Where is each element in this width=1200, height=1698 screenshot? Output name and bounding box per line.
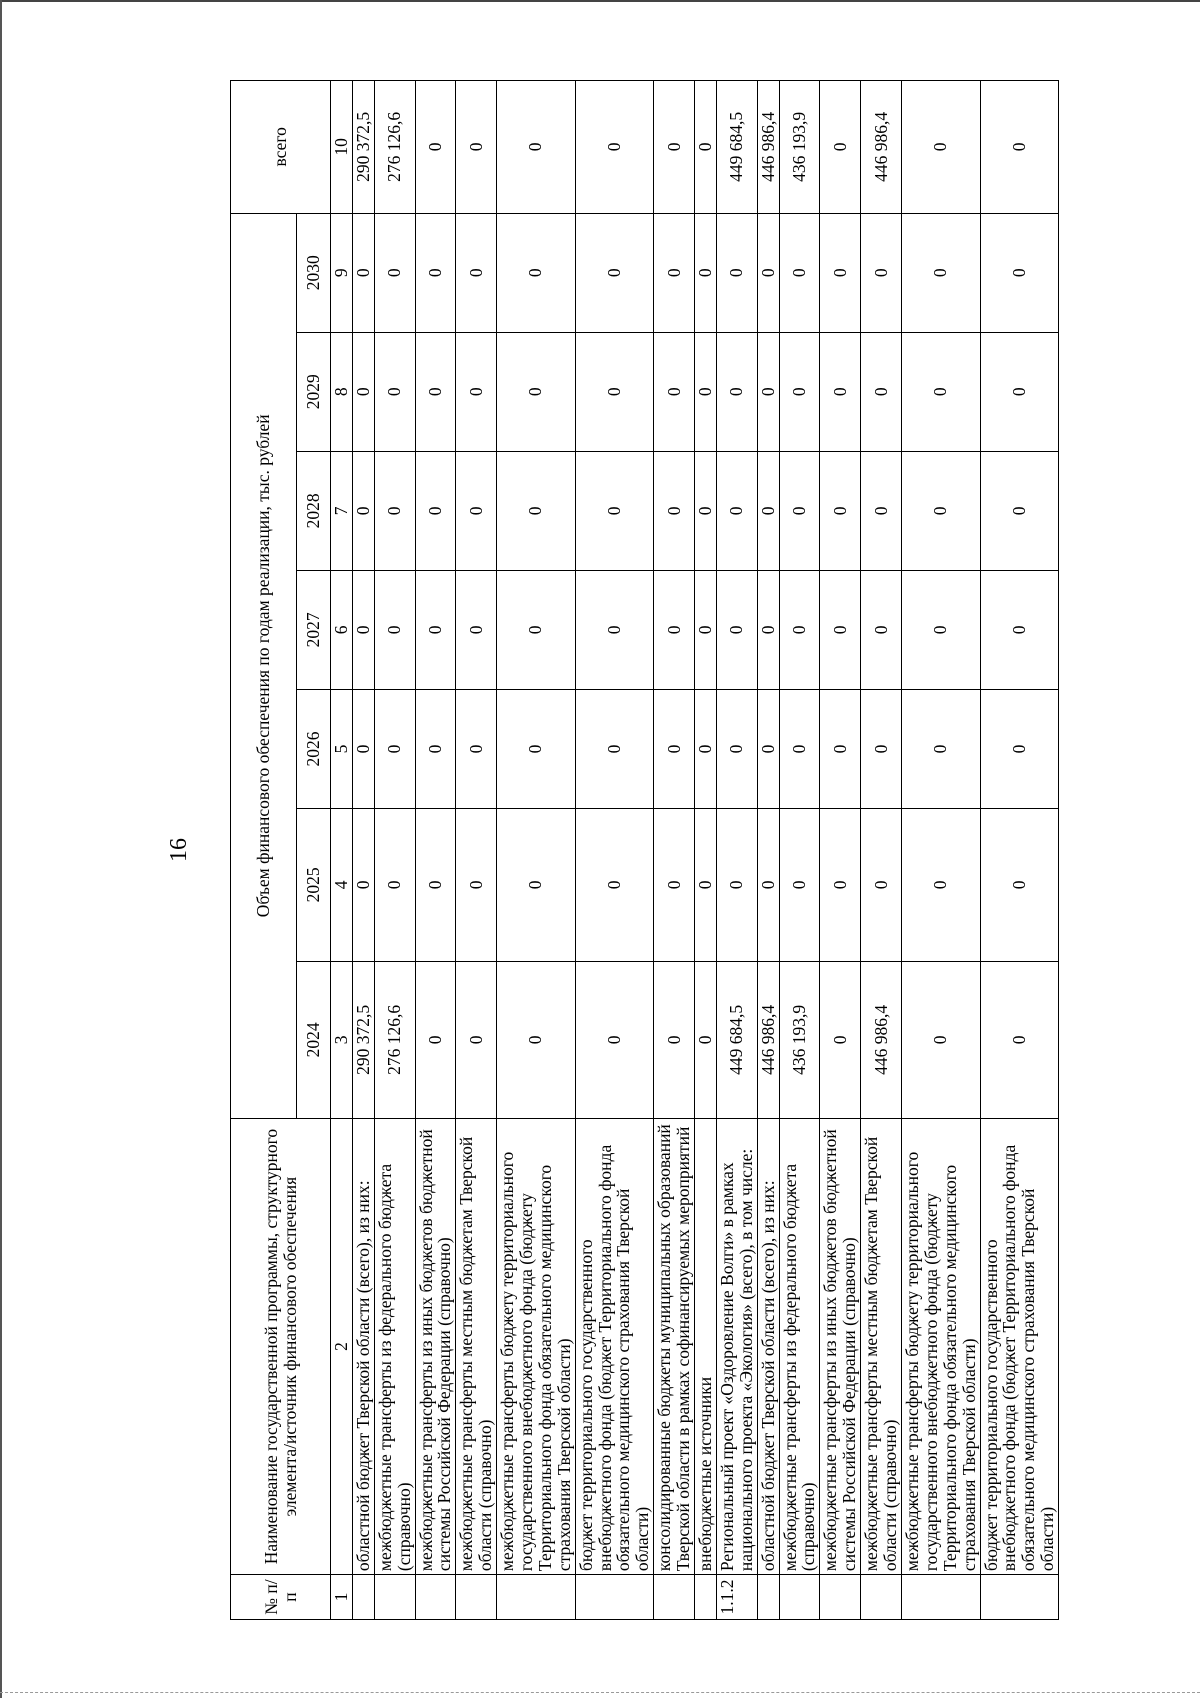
column-index-cell: 9: [331, 213, 353, 332]
row-value: 0: [695, 689, 717, 808]
row-value: 0: [779, 689, 820, 808]
row-value: 0: [716, 332, 757, 451]
row-value: 0: [779, 451, 820, 570]
row-value: 0: [861, 689, 902, 808]
header-name: Наименование государственной программы, структурного элемента/источник финансового обеспечения: [231, 1119, 331, 1575]
row-number: [456, 1575, 497, 1620]
header-total: всего: [231, 81, 331, 214]
row-value: 0: [497, 213, 576, 332]
row-value: 0: [415, 570, 456, 689]
row-total: 0: [575, 81, 654, 214]
table-row: [757, 81, 779, 1620]
row-value: 436 193,9: [779, 961, 820, 1118]
row-value: 0: [901, 332, 980, 451]
row-value: 0: [695, 332, 717, 451]
row-value: 0: [352, 689, 374, 808]
table-row: [980, 81, 1059, 1620]
row-total: 0: [695, 81, 717, 214]
row-number: [980, 1575, 1059, 1620]
row-value: 0: [820, 451, 861, 570]
row-total: 276 126,6: [374, 81, 415, 214]
row-value: 0: [575, 809, 654, 962]
row-value: 0: [352, 332, 374, 451]
column-index-row: [331, 81, 353, 1620]
row-value: 0: [497, 961, 576, 1118]
row-name: межбюджетные трансферты из иных бюджетов бюджетной системы Российской Федерации (справочно): [415, 1119, 456, 1575]
row-value: 0: [374, 809, 415, 962]
row-value: 0: [779, 332, 820, 451]
row-value: 446 986,4: [757, 961, 779, 1118]
row-value: 276 126,6: [374, 961, 415, 1118]
row-value: 0: [415, 809, 456, 962]
scan-edge-bottom: [0, 1692, 1200, 1694]
row-value: 0: [575, 213, 654, 332]
row-value: 0: [861, 570, 902, 689]
row-total: 0: [820, 81, 861, 214]
table-row: [575, 81, 654, 1620]
row-value: 0: [575, 332, 654, 451]
table-row: [456, 81, 497, 1620]
row-value: 0: [861, 451, 902, 570]
row-value: 0: [456, 689, 497, 808]
row-total: 0: [980, 81, 1059, 214]
row-value: 0: [654, 570, 695, 689]
row-value: 0: [415, 451, 456, 570]
row-value: 0: [901, 451, 980, 570]
row-total: 0: [497, 81, 576, 214]
row-value: 0: [575, 451, 654, 570]
column-index-cell: 7: [331, 451, 353, 570]
row-value: 0: [456, 332, 497, 451]
row-number: 1.1.2: [716, 1575, 757, 1620]
column-index-cell: 1: [331, 1575, 353, 1620]
row-value: 0: [820, 570, 861, 689]
row-number: [415, 1575, 456, 1620]
header-number: № п/п: [231, 1575, 331, 1620]
row-number: [820, 1575, 861, 1620]
row-value: 290 372,5: [352, 961, 374, 1118]
table-row: [415, 81, 456, 1620]
row-value: 446 986,4: [861, 961, 902, 1118]
row-number: [861, 1575, 902, 1620]
row-value: 0: [980, 451, 1059, 570]
row-value: 0: [716, 213, 757, 332]
row-number: [757, 1575, 779, 1620]
row-name: областной бюджет Тверской области (всего), из них:: [757, 1119, 779, 1575]
row-value: 0: [352, 451, 374, 570]
column-index-cell: 2: [331, 1119, 353, 1575]
row-number: [352, 1575, 374, 1620]
row-name: межбюджетные трансферты местным бюджетам Тверской области (справочно): [861, 1119, 902, 1575]
row-total: 446 986,4: [757, 81, 779, 214]
header-financing-group: Объем финансового обеспечения по годам реализации, тыс. рублей: [231, 213, 297, 1118]
row-value: 0: [980, 961, 1059, 1118]
rotated-page: [160, 50, 1140, 1620]
row-value: 0: [980, 332, 1059, 451]
row-value: 0: [352, 809, 374, 962]
row-value: 0: [779, 213, 820, 332]
row-total: 0: [901, 81, 980, 214]
row-value: 0: [757, 809, 779, 962]
column-index-cell: 4: [331, 809, 353, 962]
row-value: 0: [374, 332, 415, 451]
row-value: 0: [415, 961, 456, 1118]
header-year: 2025: [297, 809, 331, 962]
column-index-cell: 5: [331, 689, 353, 808]
row-total: 436 193,9: [779, 81, 820, 214]
row-number: [497, 1575, 576, 1620]
row-value: 0: [654, 451, 695, 570]
row-value: 0: [456, 451, 497, 570]
row-total: 0: [415, 81, 456, 214]
row-value: 0: [861, 809, 902, 962]
row-value: 0: [716, 809, 757, 962]
row-value: 0: [695, 213, 717, 332]
row-total: 0: [456, 81, 497, 214]
row-number: [901, 1575, 980, 1620]
row-value: 0: [901, 689, 980, 808]
row-value: 0: [497, 809, 576, 962]
row-value: 0: [716, 689, 757, 808]
row-value: 0: [779, 809, 820, 962]
row-value: 0: [352, 213, 374, 332]
row-value: 0: [901, 570, 980, 689]
row-value: 0: [820, 332, 861, 451]
row-value: 0: [695, 809, 717, 962]
row-value: 0: [716, 451, 757, 570]
row-value: 0: [695, 451, 717, 570]
row-number: [779, 1575, 820, 1620]
table-row: [352, 81, 374, 1620]
header-year: 2024: [297, 961, 331, 1118]
row-value: 0: [716, 570, 757, 689]
row-name: областной бюджет Тверской области (всего), из них:: [352, 1119, 374, 1575]
row-value: 0: [901, 809, 980, 962]
scan-edge-top: [0, 0, 1200, 2]
column-index-cell: 8: [331, 332, 353, 451]
row-value: 0: [980, 689, 1059, 808]
row-value: 0: [497, 451, 576, 570]
row-value: 0: [980, 809, 1059, 962]
row-value: 0: [901, 961, 980, 1118]
table-row: [374, 81, 415, 1620]
row-value: 0: [456, 213, 497, 332]
row-value: 0: [757, 451, 779, 570]
page-number: 16: [166, 838, 192, 862]
row-value: 0: [374, 213, 415, 332]
row-total: 446 986,4: [861, 81, 902, 214]
row-value: 0: [654, 809, 695, 962]
row-value: 0: [757, 570, 779, 689]
column-index-cell: 6: [331, 570, 353, 689]
row-name: бюджет территориального государственного внебюджетного фонда (бюджет Территориального фонда обязательного медицинского страхования Тверской области): [575, 1119, 654, 1575]
row-value: 0: [497, 570, 576, 689]
row-number: [654, 1575, 695, 1620]
table-row: [654, 81, 695, 1620]
table-row: [695, 81, 717, 1620]
row-name: внебюджетные источники: [695, 1119, 717, 1575]
table-row: [497, 81, 576, 1620]
row-name: межбюджетные трансферты из федерального бюджета (справочно): [779, 1119, 820, 1575]
row-value: 0: [456, 961, 497, 1118]
row-value: 0: [861, 213, 902, 332]
row-name: Региональный проект «Оздоровление Волги» в рамках национального проекта «Экология» (всего), в том числе:: [716, 1119, 757, 1575]
row-value: 0: [456, 809, 497, 962]
table-body: [331, 81, 1059, 1620]
row-name: бюджет территориального государственного внебюджетного фонда (бюджет Территориального фонда обязательного медицинского страхования Тверской области): [980, 1119, 1059, 1575]
row-value: 0: [901, 213, 980, 332]
row-name: консолидированные бюджеты муниципальных образований Тверской области в рамках софинансируемых мероприятий: [654, 1119, 695, 1575]
row-name: межбюджетные трансферты бюджету территориального государственного внебюджетного фонда (бюджету Территориального фонда обязательного медицинского страхования Тверской области): [497, 1119, 576, 1575]
row-value: 0: [575, 961, 654, 1118]
row-value: 0: [980, 570, 1059, 689]
row-total: 290 372,5: [352, 81, 374, 214]
row-value: 0: [654, 213, 695, 332]
row-value: 0: [820, 809, 861, 962]
table-row: [716, 81, 757, 1620]
row-value: 0: [415, 689, 456, 808]
row-number: [374, 1575, 415, 1620]
header-year: 2026: [297, 689, 331, 808]
row-value: 449 684,5: [716, 961, 757, 1118]
row-total: 0: [654, 81, 695, 214]
scan-edge-left: [0, 0, 2, 1698]
row-value: 0: [374, 570, 415, 689]
header-year: 2030: [297, 213, 331, 332]
row-value: 0: [575, 689, 654, 808]
row-value: 0: [415, 213, 456, 332]
row-value: 0: [654, 689, 695, 808]
row-value: 0: [575, 570, 654, 689]
row-number: [695, 1575, 717, 1620]
row-number: [575, 1575, 654, 1620]
table-row: [861, 81, 902, 1620]
row-value: 0: [757, 213, 779, 332]
row-value: 0: [861, 332, 902, 451]
row-value: 0: [695, 570, 717, 689]
column-index-cell: 3: [331, 961, 353, 1118]
row-value: 0: [415, 332, 456, 451]
row-name: межбюджетные трансферты из федерального бюджета (справочно): [374, 1119, 415, 1575]
row-value: 0: [820, 689, 861, 808]
row-total: 449 684,5: [716, 81, 757, 214]
row-value: 0: [654, 961, 695, 1118]
row-name: межбюджетные трансферты из иных бюджетов бюджетной системы Российской Федерации (справочно): [820, 1119, 861, 1575]
row-value: 0: [757, 332, 779, 451]
header-year: 2027: [297, 570, 331, 689]
row-value: 0: [820, 961, 861, 1118]
header-year: 2028: [297, 451, 331, 570]
table-row: [820, 81, 861, 1620]
row-value: 0: [456, 570, 497, 689]
financing-table: [230, 80, 1059, 1620]
row-value: 0: [757, 689, 779, 808]
row-name: межбюджетные трансферты бюджету территориального государственного внебюджетного фонда (бюджету Территориального фонда обязательного медицинского страхования Тверской области): [901, 1119, 980, 1575]
row-value: 0: [779, 570, 820, 689]
table-row: [901, 81, 980, 1620]
row-value: 0: [374, 689, 415, 808]
table-row: [779, 81, 820, 1620]
row-name: межбюджетные трансферты местным бюджетам Тверской области (справочно): [456, 1119, 497, 1575]
row-value: 0: [497, 332, 576, 451]
row-value: 0: [374, 451, 415, 570]
row-value: 0: [352, 570, 374, 689]
row-value: 0: [497, 689, 576, 808]
row-value: 0: [654, 332, 695, 451]
header-year: 2029: [297, 332, 331, 451]
row-value: 0: [980, 213, 1059, 332]
row-value: 0: [820, 213, 861, 332]
row-value: 0: [695, 961, 717, 1118]
column-index-cell: 10: [331, 81, 353, 214]
